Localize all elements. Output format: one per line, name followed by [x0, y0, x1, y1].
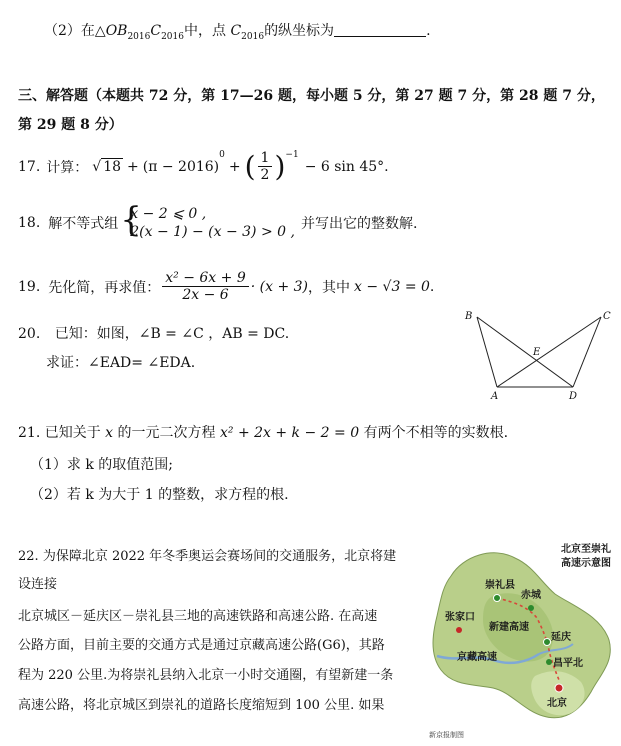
segment-ac — [497, 317, 601, 387]
segment-ba — [477, 317, 497, 387]
q16-sub-c: 2016 — [241, 31, 265, 42]
q16-sub-b: 2016 — [161, 31, 184, 42]
map-label-chicheng: 赤城 — [521, 590, 541, 601]
q22-line-6: 高速公路，将北京城区到崇礼的道路长度缩短到 100 公里. 如果 — [18, 698, 385, 713]
q21-stem-b: 的一元二次方程 — [117, 425, 216, 441]
q16-end: . — [426, 23, 431, 39]
q22-line-1 — [18, 545, 396, 564]
map-title-2: 高速示意图 — [561, 558, 611, 569]
q17-frac-num: 1 — [258, 150, 273, 167]
city-marker-beijing — [555, 684, 563, 692]
map-label-beijing: 北京 — [547, 698, 567, 709]
section-header-line1: 三、解答题（本题共 72 分，第 17—26 题，每小题 5 分，第 27 题 7 分，第 28 题 7 分， — [18, 88, 605, 104]
q18 — [18, 200, 418, 241]
map-label-xinjian: 新建高速 — [489, 622, 529, 633]
q17-sqrt: 18 — [103, 159, 122, 175]
q19-end: . — [429, 278, 435, 295]
q22-line-2: 设连接 — [18, 577, 58, 592]
q17-plus1: + — [127, 158, 139, 175]
segment-cd — [573, 317, 601, 387]
q20-given: 已知：如图，∠B = ∠C ，AB = DC. — [54, 326, 290, 342]
map-label-jingzang: 京藏高速 — [457, 652, 497, 663]
q21-stem-a: 已知关于 — [44, 425, 101, 441]
q18-tail: 并写出它的整数解. — [300, 216, 418, 232]
q17-exp-neg1: −1 — [285, 150, 299, 160]
city-marker-yanqing — [544, 639, 551, 646]
q21-part2: （2）若 k 为大于 1 的整数，求方程的根. — [30, 487, 289, 503]
q22-line-text-1: 为保障北京 2022 年冬季奥运会赛场间的交通服务，北京将建 — [42, 549, 397, 564]
q17-paren: (π − 2016) — [142, 158, 220, 175]
q22-num: 22. — [18, 549, 39, 564]
q21-stem — [18, 422, 508, 442]
map-label-chongli: 崇礼县 — [485, 580, 515, 591]
map-credit: 新京报制图 — [429, 731, 464, 739]
q20-num: 20. — [18, 326, 41, 342]
q17-exp0: 0 — [219, 150, 225, 160]
map-graphic — [423, 536, 618, 742]
city-marker-chongli — [494, 595, 501, 602]
q21-x: x — [105, 425, 114, 441]
q20-prove: 求证：∠EAD= ∠EDA. — [46, 355, 196, 371]
q19-num: 19. — [18, 278, 41, 295]
map-title-1: 北京至崇礼 — [561, 544, 611, 555]
q17-num: 17. — [18, 158, 41, 175]
q17 — [18, 150, 389, 183]
sqrt-sign: √ — [92, 158, 102, 175]
q17-lparen: ( — [244, 150, 256, 183]
label-a: A — [491, 391, 499, 402]
q17-end: . — [384, 158, 389, 175]
map-label-yanqing: 延庆 — [551, 632, 571, 643]
q18-num: 18. — [18, 215, 41, 231]
q19-cond-prefix: ，其中 — [308, 279, 351, 296]
q20-geometry-figure — [455, 305, 615, 403]
q18-label: 解不等式组 — [48, 216, 119, 232]
answer-blank — [334, 24, 426, 37]
q16-c: C — [150, 23, 162, 39]
q17-rparen: ) — [274, 150, 286, 183]
segment-bd — [477, 317, 573, 387]
q17-tail: − 6 sin 45° — [304, 158, 385, 175]
q19-condition: x − √3 = 0 — [354, 278, 430, 295]
inequality-row-2: 2(x − 1) − (x − 3) > 0 , — [130, 224, 295, 240]
q19-frac-num: x² − 6x + 9 — [162, 270, 248, 287]
brace-icon: { — [120, 200, 142, 240]
q16-c2: C — [230, 23, 242, 39]
map-label-zhangjiakou: 张家口 — [445, 612, 475, 623]
q21-part1: （1）求 k 的取值范围; — [30, 457, 174, 473]
beijing-chongli-map — [423, 536, 618, 742]
city-marker-chicheng — [528, 605, 534, 611]
q21-stem-c: 有两个不相等的实数根. — [363, 425, 509, 441]
q16-part2 — [44, 20, 431, 42]
section-header-line2: 第 29 题 8 分） — [18, 117, 123, 133]
label-d: D — [569, 391, 578, 402]
q22-line-5: 程为 220 公里.为将崇礼县纳入北京一小时交通圈，有望新建一条 — [18, 668, 394, 683]
q20-given-line — [18, 323, 289, 343]
inequality-row-1: x − 2 ⩽ 0 , — [130, 206, 207, 222]
q22-line-4: 公路方面，目前主要的交通方式是通过京藏高速公路(G6)，其路 — [18, 638, 385, 653]
q19-fraction — [162, 270, 248, 303]
label-e: E — [533, 347, 541, 358]
q19-frac-den: 2x − 6 — [182, 287, 229, 303]
q16-prefix: （2）在△ — [44, 23, 106, 39]
q17-plus2: + — [228, 158, 241, 175]
q16-suffix: 的纵坐标为 — [264, 23, 335, 39]
q17-frac-den: 2 — [260, 167, 270, 183]
q19-label: 先化简，再求值： — [48, 279, 161, 296]
map-label-changping: 昌平北 — [553, 658, 583, 669]
q17-label: 计算： — [46, 159, 89, 176]
q16-ob: OB — [105, 23, 128, 39]
inequality-system — [120, 200, 295, 241]
q16-mid: 中，点 — [183, 23, 226, 39]
q21-num: 21. — [18, 425, 41, 441]
q21-equation: x² + 2x + k − 2 = 0 — [219, 425, 360, 441]
q22-line-3: 北京城区－延庆区－崇礼县三地的高速铁路和高速公路. 在高速 — [18, 609, 378, 624]
label-b: B — [465, 311, 473, 322]
q19 — [18, 270, 434, 303]
q19-mult: · (x + 3) — [250, 278, 309, 295]
city-marker-changping — [546, 659, 552, 665]
q17-fraction — [258, 150, 273, 183]
q16-sub-a: 2016 — [127, 31, 151, 42]
label-c: C — [603, 311, 611, 322]
city-marker-zhangjiakou — [456, 627, 462, 633]
